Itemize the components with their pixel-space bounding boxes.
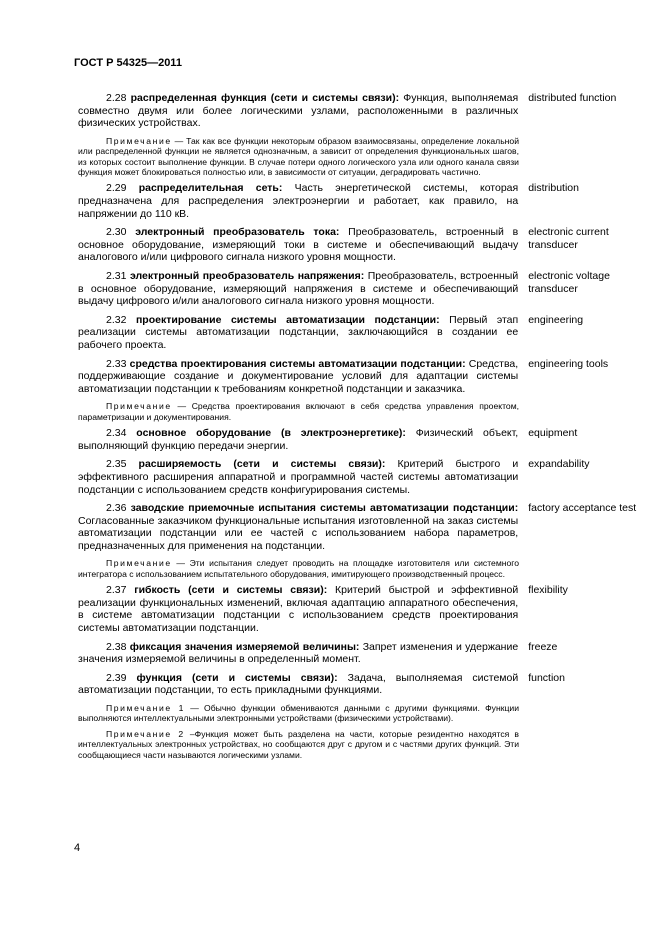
definition-entry [78,427,638,452]
term: распределительная сеть: [138,182,283,195]
definition-text [78,502,518,552]
term: средства проектирования системы автоматизации подстанции: [129,357,466,370]
definition: Средства, поддерживающие создание и документирование условий для адаптации системы автоматизации подстанции к требованиям конкретной подстанции и заказчика. [78,357,519,395]
definition: Критерий быстрого и эффективного расширения аппаратной и программной частей системы автоматизации подстанции с использованием средств конфигурирования системы. [78,458,519,496]
term: проектирование системы автоматизации подстанции: [135,313,440,326]
definition-text [78,641,518,666]
definition: Часть энергетической системы, которая предназначена для распределения электроэнергии и работает, как правило, на напряжении до 110 кВ. [78,182,519,220]
definition: Согласованные заказчиком функциональные испытания изготовленной на заказ системы автоматизации подстанции или ее частей с использованием набора параметров, предназначенных для применения на подстанции. [78,514,519,552]
english-term: expandability [528,458,590,471]
note-label: Примечание 2 [106,728,185,739]
note-text: — Обычно функции обмениваются данными с другими функциями. Функции выполняются интеллектуальными электронными устройствами (физическими устройствами). [78,703,519,724]
definition: Физический объект, выполняющий функцию передачи энергии. [78,427,519,452]
english-term: engineering [528,313,584,326]
definition-text [78,226,518,264]
note [78,729,638,760]
term-number: 2.39 [106,671,127,684]
term: распределенная функция (сети и системы связи): [130,92,400,104]
term-number: 2.31 [106,269,127,282]
definition-entry [78,641,638,666]
definition-text [78,314,518,352]
definition-entry [78,458,638,496]
definition-text [78,427,518,452]
definition: Функция, выполняемая совместно двумя или более логическими узлами, расположенными в различных физических устройствах. [78,92,519,130]
page-header: ГОСТ Р 54325—2011 [74,57,182,69]
definition-text [78,182,518,220]
definition-entry [78,672,638,697]
note [78,703,638,724]
english-term: equipment [528,427,578,440]
definition-text [78,672,518,697]
english-term: freeze [528,640,558,653]
definition-entry [78,226,638,264]
term: электронный преобразователь тока: [135,226,340,239]
definition: Преобразователь, встроенный в основное оборудование, измеряющий напряжения в системе и обеспечивающий выдачу цифрового и/или аналогового сигнала низкого уровня мощности. [78,269,519,308]
note [78,136,638,178]
term-number: 2.37 [106,584,127,597]
note-label: Примечание [106,401,172,412]
page-number: 4 [74,842,81,854]
note [78,558,638,579]
term-number: 2.36 [106,502,127,515]
definition-entry [78,182,638,220]
definition-text [78,584,518,634]
definition-entry [78,502,638,552]
term: заводские приемочные испытания системы автоматизации подстанции: [130,502,519,515]
definition-entry [78,314,638,352]
definition-text [78,458,518,496]
definition: Первый этап реализации системы автоматизации подстанции, заключающийся в создании ее рабочего проекта. [78,313,519,351]
english-term: distributed function [528,92,617,104]
definition-text [78,92,518,130]
term: расширяемость (сети и системы связи): [138,458,386,471]
note [78,401,638,422]
definition-text [78,270,518,308]
english-term: engineering tools [528,357,609,370]
term: гибкость (сети и системы связи): [134,584,328,597]
definition-entry [78,92,638,130]
english-term: flexibility [528,584,568,597]
english-term: function [528,671,565,684]
note-label: Примечание [106,558,172,569]
definition-text [78,358,518,396]
definition: Запрет изменения и удержание значения измеряемой величины в определенный момент. [78,640,519,666]
note-text: — Эти испытания следует проводить на площадке изготовителя или системного интегратора с использованием испытательного оборудования, имитирующего производственный процесс. [78,558,519,579]
english-term: electronic voltage transducer [528,269,610,295]
definition: Задача, выполняемая системой автоматизации подстанции, то есть прикладными функциями. [78,671,519,697]
term-number: 2.32 [106,313,127,326]
definition-entry [78,584,638,634]
term-number: 2.35 [106,458,127,471]
definitions-list [78,92,638,765]
note-text: — Средства проектирования включают в себя средства управления проектом, параметризации и документирования. [78,401,519,422]
definition-entry [78,270,638,308]
definition-entry [78,358,638,396]
term-number: 2.28 [106,92,127,104]
term: фиксация значения измеряемой величины: [129,640,360,653]
note-label: Примечание 1 [106,703,185,714]
term: функция (сети и системы связи): [136,671,338,684]
english-term: factory acceptance test [528,502,637,515]
term-number: 2.33 [106,357,127,370]
term: основное оборудование (в электроэнергетике): [136,427,406,440]
term-number: 2.38 [106,640,127,653]
definition: Преобразователь, встроенный в основное оборудование, измеряющий токи в системе и обеспечивающий выдачу аналогового и/или цифрового сигнала низкого уровня мощности. [78,226,519,264]
note-text: –Функция может быть разделена на части, которые резидентно находятся в интеллектуальных электронных устройствах, но сообщаются друг с другом и с частями других функций. Эти сообщающиеся части называются логическими узлами. [78,728,519,760]
term-number: 2.30 [106,226,127,239]
term-number: 2.29 [106,182,127,195]
note-label: Примечание [106,135,172,146]
english-term: distribution [528,182,579,195]
note-text: — Так как все функции некоторым образом взаимосвязаны, определение локальной или распределенной функции не является однозначным, а зависит от определения функциональных шагов, из которых состоит выполнение функции. В случае потери одного логического узла или одного канала связи функция может блокироваться полностью или, в зависимости от ситуации, деградировать частично. [78,135,520,177]
definition: Критерий быстрой и эффективной реализации функциональных изменений, включая адаптацию аппаратного обеспечения, в системе автоматизации подстанции с использованием средств проектирования системы автоматизации подстанции. [78,584,519,635]
english-term: electronic current transducer [528,226,609,251]
term: электронный преобразователь напряжения: [129,269,365,282]
term-number: 2.34 [106,427,127,440]
